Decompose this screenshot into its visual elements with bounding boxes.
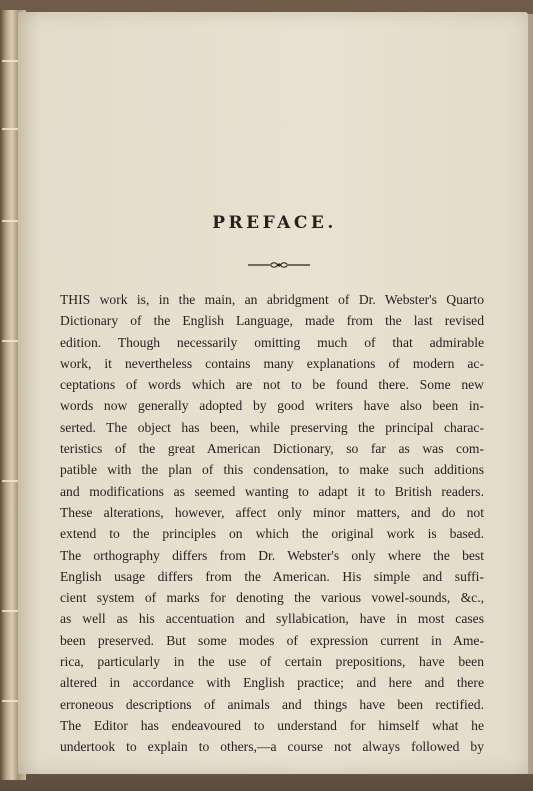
text-line: altered in accordance with English practice; and here and there (60, 675, 484, 691)
text-line: These alterations, however, affect only minor matters, and do not (60, 504, 484, 520)
text-line: THIS work is, in the main, an abridgment of Dr. Webster's Quarto (60, 292, 484, 307)
text-line: ceptations of words which are not to be found there. Some new (60, 377, 484, 393)
text-line: The orthography differs from Dr. Webster's only where the best (60, 547, 484, 563)
text-line: erroneous descriptions of animals and things have been rectified. (60, 696, 484, 712)
preface-body (60, 289, 484, 758)
page-title: PREFACE. (212, 213, 337, 233)
text-line: The Editor has endeavoured to understand for himself what he (60, 717, 484, 733)
text-line: serted. The object has been, while preserving the principal charac- (60, 419, 484, 435)
text-line: edition. Though necessarily omitting much of that admirable (60, 334, 484, 350)
text-line: patible with the plan of this condensation, to make such additions (60, 462, 484, 478)
text-line: English usage differs from the American. His simple and suffi- (60, 568, 484, 584)
text-line: teristics of the great American Dictionary, so far as was com- (60, 441, 484, 457)
text-line: been preserved. But some modes of expression current in Ame- (60, 632, 484, 648)
text-line: extend to the principles on which the original work is based. (60, 526, 484, 542)
text-line: cient system of marks for denoting the various vowel-sounds, &c., (60, 590, 484, 606)
text-line: words now generally adopted by good writers have also been in- (60, 398, 484, 414)
text-line: undertook to explain to others,—a course not always followed by (60, 739, 484, 755)
text-line: Dictionary of the English Language, made from the last revised (60, 313, 484, 329)
text-line: and modifications as seemed wanting to adapt it to British readers. (60, 483, 484, 499)
text-line: rica, particularly in the use of certain prepositions, have been (60, 654, 484, 670)
ornament-divider-icon (248, 260, 310, 270)
text-line: work, it nevertheless contains many explanations of modern ac- (60, 355, 484, 371)
text-line: as well as his accentuation and syllabication, have in most cases (60, 611, 484, 627)
